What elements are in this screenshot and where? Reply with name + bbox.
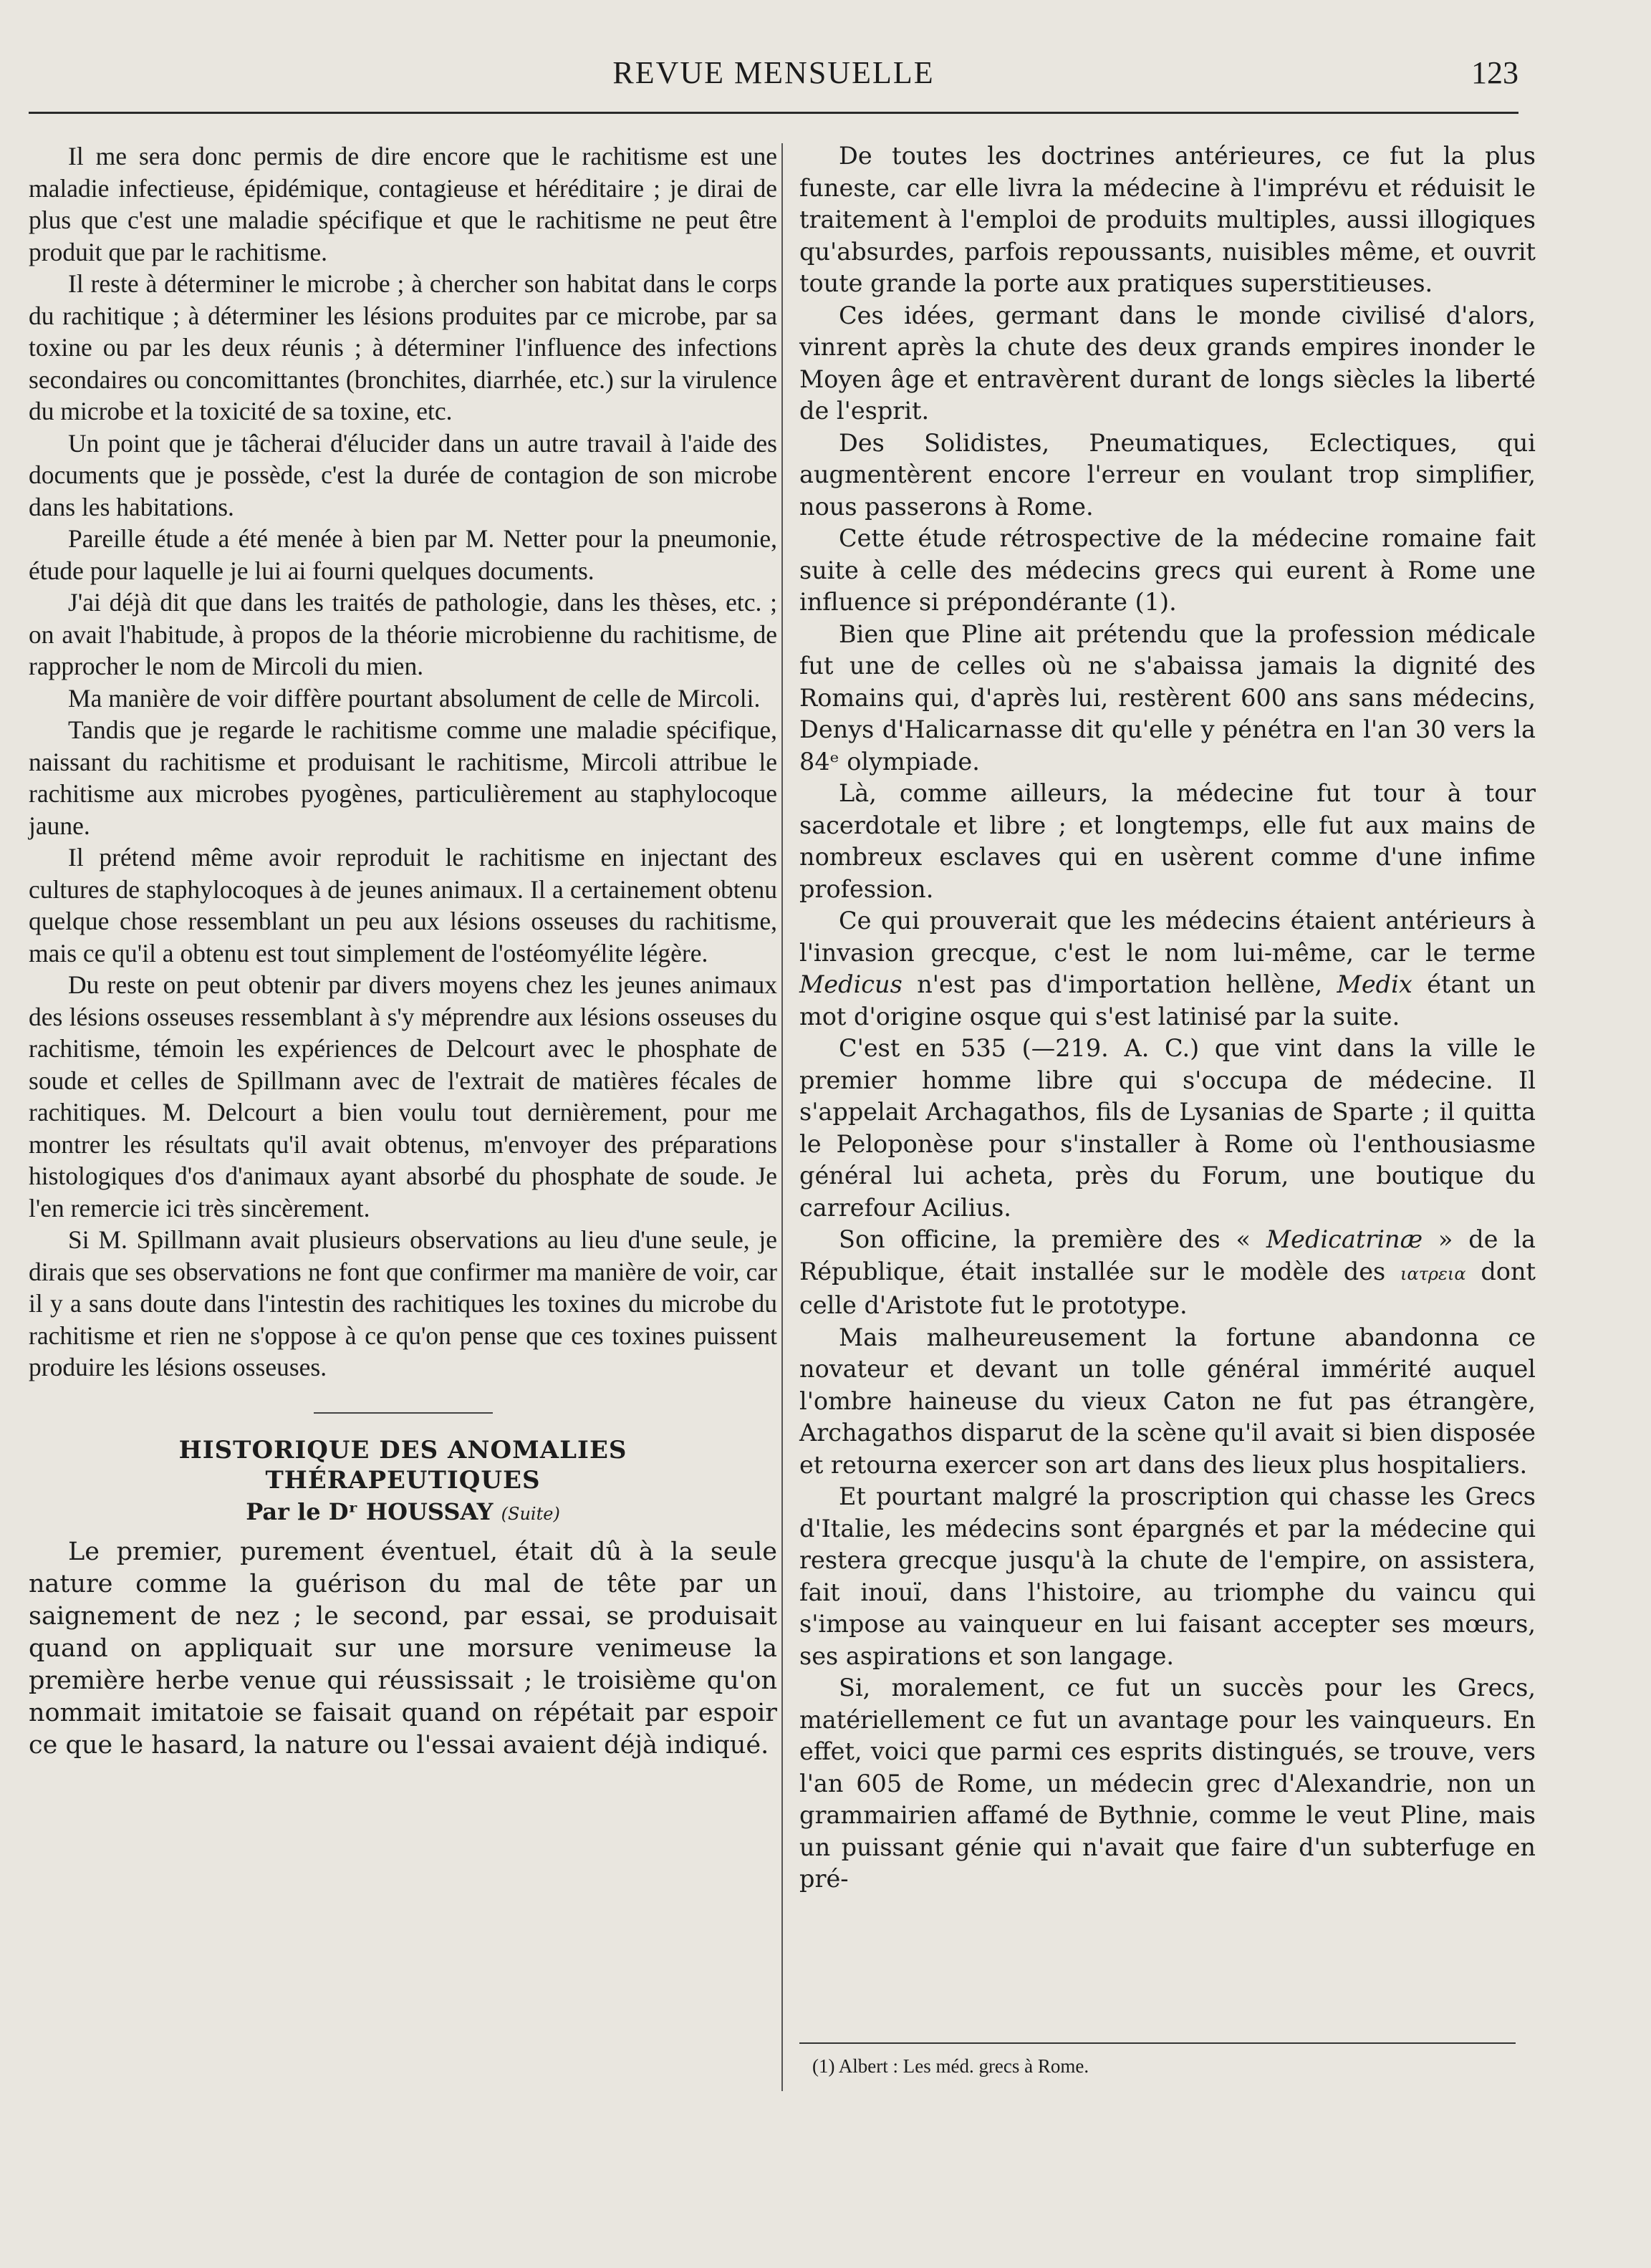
paragraph: C'est en 535 (—219. A. C.) que vint dans la ville le premier homme libre qui s'occupa de médecine. Il s'appelait Archagathos, fils de Lysanias de Sparte ; il quitta le Peloponèse pour s'installer à Rome où l'enthousiasme général lui acheta, près du Forum, une boutique du carrefour Acilius.: [799, 1034, 1536, 1222]
italic-term: Medicatrinæ: [1266, 1225, 1423, 1253]
paragraph: Il reste à déterminer le microbe ; à chercher son habitat dans le corps du rachitique ; à déterminer les lésions produites par ce microbe, par sa toxine ou par les deux réunis ; à déterminer l'influence des infections secondaires ou concomittantes (bronchites, diarrhée, etc.) sur la virulence du microbe et la toxicité de sa toxine, etc.: [29, 269, 777, 425]
paragraph: Si M. Spillmann avait plusieurs observations au lieu d'une seule, je dirais que ses observations ne font que confirmer ma manière de voir, car il y a sans doute dans l'intestin des rachitiques les toxines du microbe du rachitisme et rien ne s'oppose à ce qu'on pense que ces toxines puissent produire les lésions osseuses.: [29, 1225, 777, 1381]
journal-title: REVUE MENSUELLE: [612, 55, 935, 90]
page-header: [29, 54, 1518, 105]
paragraph: Là, comme ailleurs, la médecine fut tour à tour sacerdotale et libre ; et longtemps, elle fut aux mains de nombreux esclaves qui en usèrent comme d'une infime profession.: [799, 779, 1536, 903]
paragraph: Bien que Pline ait prétendu que la profession médicale fut une de celles où ne s'abaissa jamais la dignité des Romains qui, d'après lui, restèrent 600 ans sans médecins, Denys d'Halicarnasse dit qu'elle y pénétra en l'an 30 vers la 84ᵉ olympiade.: [799, 619, 1536, 776]
text-run: Ce qui prouverait que les médecins étaient antérieurs à l'invasion grecque, c'est le nom lui-même, car le terme: [799, 907, 1536, 967]
paragraph: [799, 1224, 1536, 1322]
column-divider: [781, 143, 783, 2091]
paragraph: De toutes les doctrines antérieures, ce fut la plus funeste, car elle livra la médecine à l'imprévu et réduisit le traitement à l'emploi de produits multiples, aussi illogiques qu'absurdes, parfois repoussants, nuisibles même, et ouvrit toute grande la porte aux pratiques superstitieuses.: [799, 142, 1536, 297]
paragraph: Tandis que je regarde le rachitisme comme une maladie spécifique, naissant du rachitisme et produisant le rachitisme, Mircoli attribue le rachitisme aux microbes pyogènes, particulièrement au staphylocoque jaune.: [29, 715, 777, 840]
byline-suffix: (Suite): [501, 1503, 560, 1524]
paragraph: Il me sera donc permis de dire encore que le rachitisme est une maladie infectieuse, épidémique, contagieuse et héréditaire ; je dirai de plus que c'est une maladie spécifique et que le rachitisme ne peut être produit que par le rachitisme.: [29, 142, 777, 266]
footnote: (1) Albert : Les méd. grecs à Rome.: [812, 2055, 1089, 2077]
paragraph: Ma manière de voir diffère pourtant absolument de celle de Mircoli.: [68, 683, 761, 713]
section-separator: [314, 1412, 493, 1414]
paragraph: Des Solidistes, Pneumatiques, Eclectiques, qui augmentèrent encore l'erreur en voulant trop simplifier, nous passerons à Rome.: [799, 428, 1536, 521]
greek-term: ιατρεια: [1400, 1263, 1466, 1284]
section-title: [29, 1435, 777, 1495]
paragraph: [799, 905, 1536, 1033]
text-run: dont celle d'Aristote fut le prototype.: [799, 1257, 1536, 1319]
paragraph: Pareille étude a été menée à bien par M. Netter pour la pneumonie, étude pour laquelle je lui ai fourni quelques documents.: [29, 524, 777, 585]
text-run: » de la République, était installée sur le modèle des: [799, 1225, 1536, 1285]
text-run: étant un mot d'origine osque qui s'est latinisé par la suite.: [799, 970, 1536, 1031]
paragraph: Si, moralement, ce fut un succès pour les Grecs, matériellement ce fut un avantage pour les vainqueurs. En effet, voici que parmi ces esprits distingués, se trouve, vers l'an 605 de Rome, un médecin grec d'Alexandrie, non un grammairien affamé de Bythnie, comme le veut Pline, mais un puissant génie qui n'avait que faire d'un subterfuge en pré-: [799, 1674, 1536, 1893]
paragraph: Mais malheureusement la fortune abandonna ce novateur et devant un tolle général immérité auquel l'ombre haineuse du vieux Caton ne fut pas étrangère, Archagathos disparut de la scène qu'il avait si bien disposée et retourna exercer son art dans des lieux plus hospitaliers.: [799, 1323, 1536, 1479]
italic-term: Medix: [1337, 970, 1412, 998]
paragraph: Un point que je tâcherai d'élucider dans un autre travail à l'aide des documents que je possède, c'est la durée de contagion de son microbe dans les habitations.: [29, 428, 777, 521]
header-rule: [29, 112, 1518, 114]
italic-term: Medicus: [799, 970, 902, 998]
byline: [29, 1495, 777, 1530]
text-run: Son officine, la première des «: [839, 1225, 1266, 1253]
footnote-rule: [799, 2042, 1516, 2044]
text-run: n'est pas d'importation hellène,: [902, 970, 1337, 998]
paragraph: Il prétend même avoir reproduit le rachitisme en injectant des cultures de staphylocoques à de jeunes animaux. Il a certainement obtenu quelque chose ressemblant un peu aux lésions osseuses du rachitisme, mais ce qu'il a obtenu est tout simplement de l'ostéomyélite légère.: [29, 843, 777, 967]
paragraph: Le premier, purement éventuel, était dû à la seule nature comme la guérison du mal de tête par un saignement de nez ; le second, par essai, se produisait quand on appliquait sur une morsure venimeuse la première herbe venue qui réussissait ; le troisième qu'on nommait imitatoie se faisait quand on répétait par espoir ce que le hasard, la nature ou l'essai avaient déjà indiqué.: [29, 1537, 777, 1760]
author-name: Par le Dʳ HOUSSAY: [246, 1497, 494, 1525]
page-number: 123: [1471, 55, 1518, 90]
paragraph: Du reste on peut obtenir par divers moyens chez les jeunes animaux des lésions osseuses ressemblant à s'y méprendre aux lésions osseuses du rachitisme, témoin les expériences de Delcourt avec le phosphate de soude et celles de Spillmann avec de l'extrait de matières fécales de rachitiques. M. Delcourt a bien voulu tout dernièrement, pour me montrer les résultats qu'il avait obtenus, m'envoyer des préparations histologiques d'os d'animaux ayant absorbé du phosphate de soude. Je l'en remercie ici très sincèrement.: [29, 970, 777, 1222]
paragraph: Cette étude rétrospective de la médecine romaine fait suite à celle des médecins grecs qui eurent à Rome une influence si prépondérante (1).: [799, 524, 1536, 616]
section-title-line: HISTORIQUE DES ANOMALIES: [178, 1435, 627, 1464]
paragraph: J'ai déjà dit que dans les traités de pathologie, dans les thèses, etc. ; on avait l'habitude, à propos de la théorie microbienne du rachitisme, de rapprocher le nom de Mircoli du mien.: [29, 588, 777, 680]
left-column: [29, 140, 777, 1762]
section-title-line: THÉRAPEUTIQUES: [265, 1465, 541, 1495]
paragraph: Ces idées, germant dans le monde civilisé d'alors, vinrent après la chute des deux grands empires inonder le Moyen âge et entravèrent durant de longs siècles la liberté de l'esprit.: [799, 301, 1536, 425]
paragraph: Et pourtant malgré la proscription qui chasse les Grecs d'Italie, les médecins sont épargnés et par la médecine qui restera grecque jusqu'à la chute de l'empire, on assistera, fait inouï, dans l'histoire, au triomphe du vaincu qui s'impose au vainqueur en lui faisant accepter ses mœurs, ses aspirations et son langage.: [799, 1482, 1536, 1670]
right-column: [799, 140, 1536, 1896]
